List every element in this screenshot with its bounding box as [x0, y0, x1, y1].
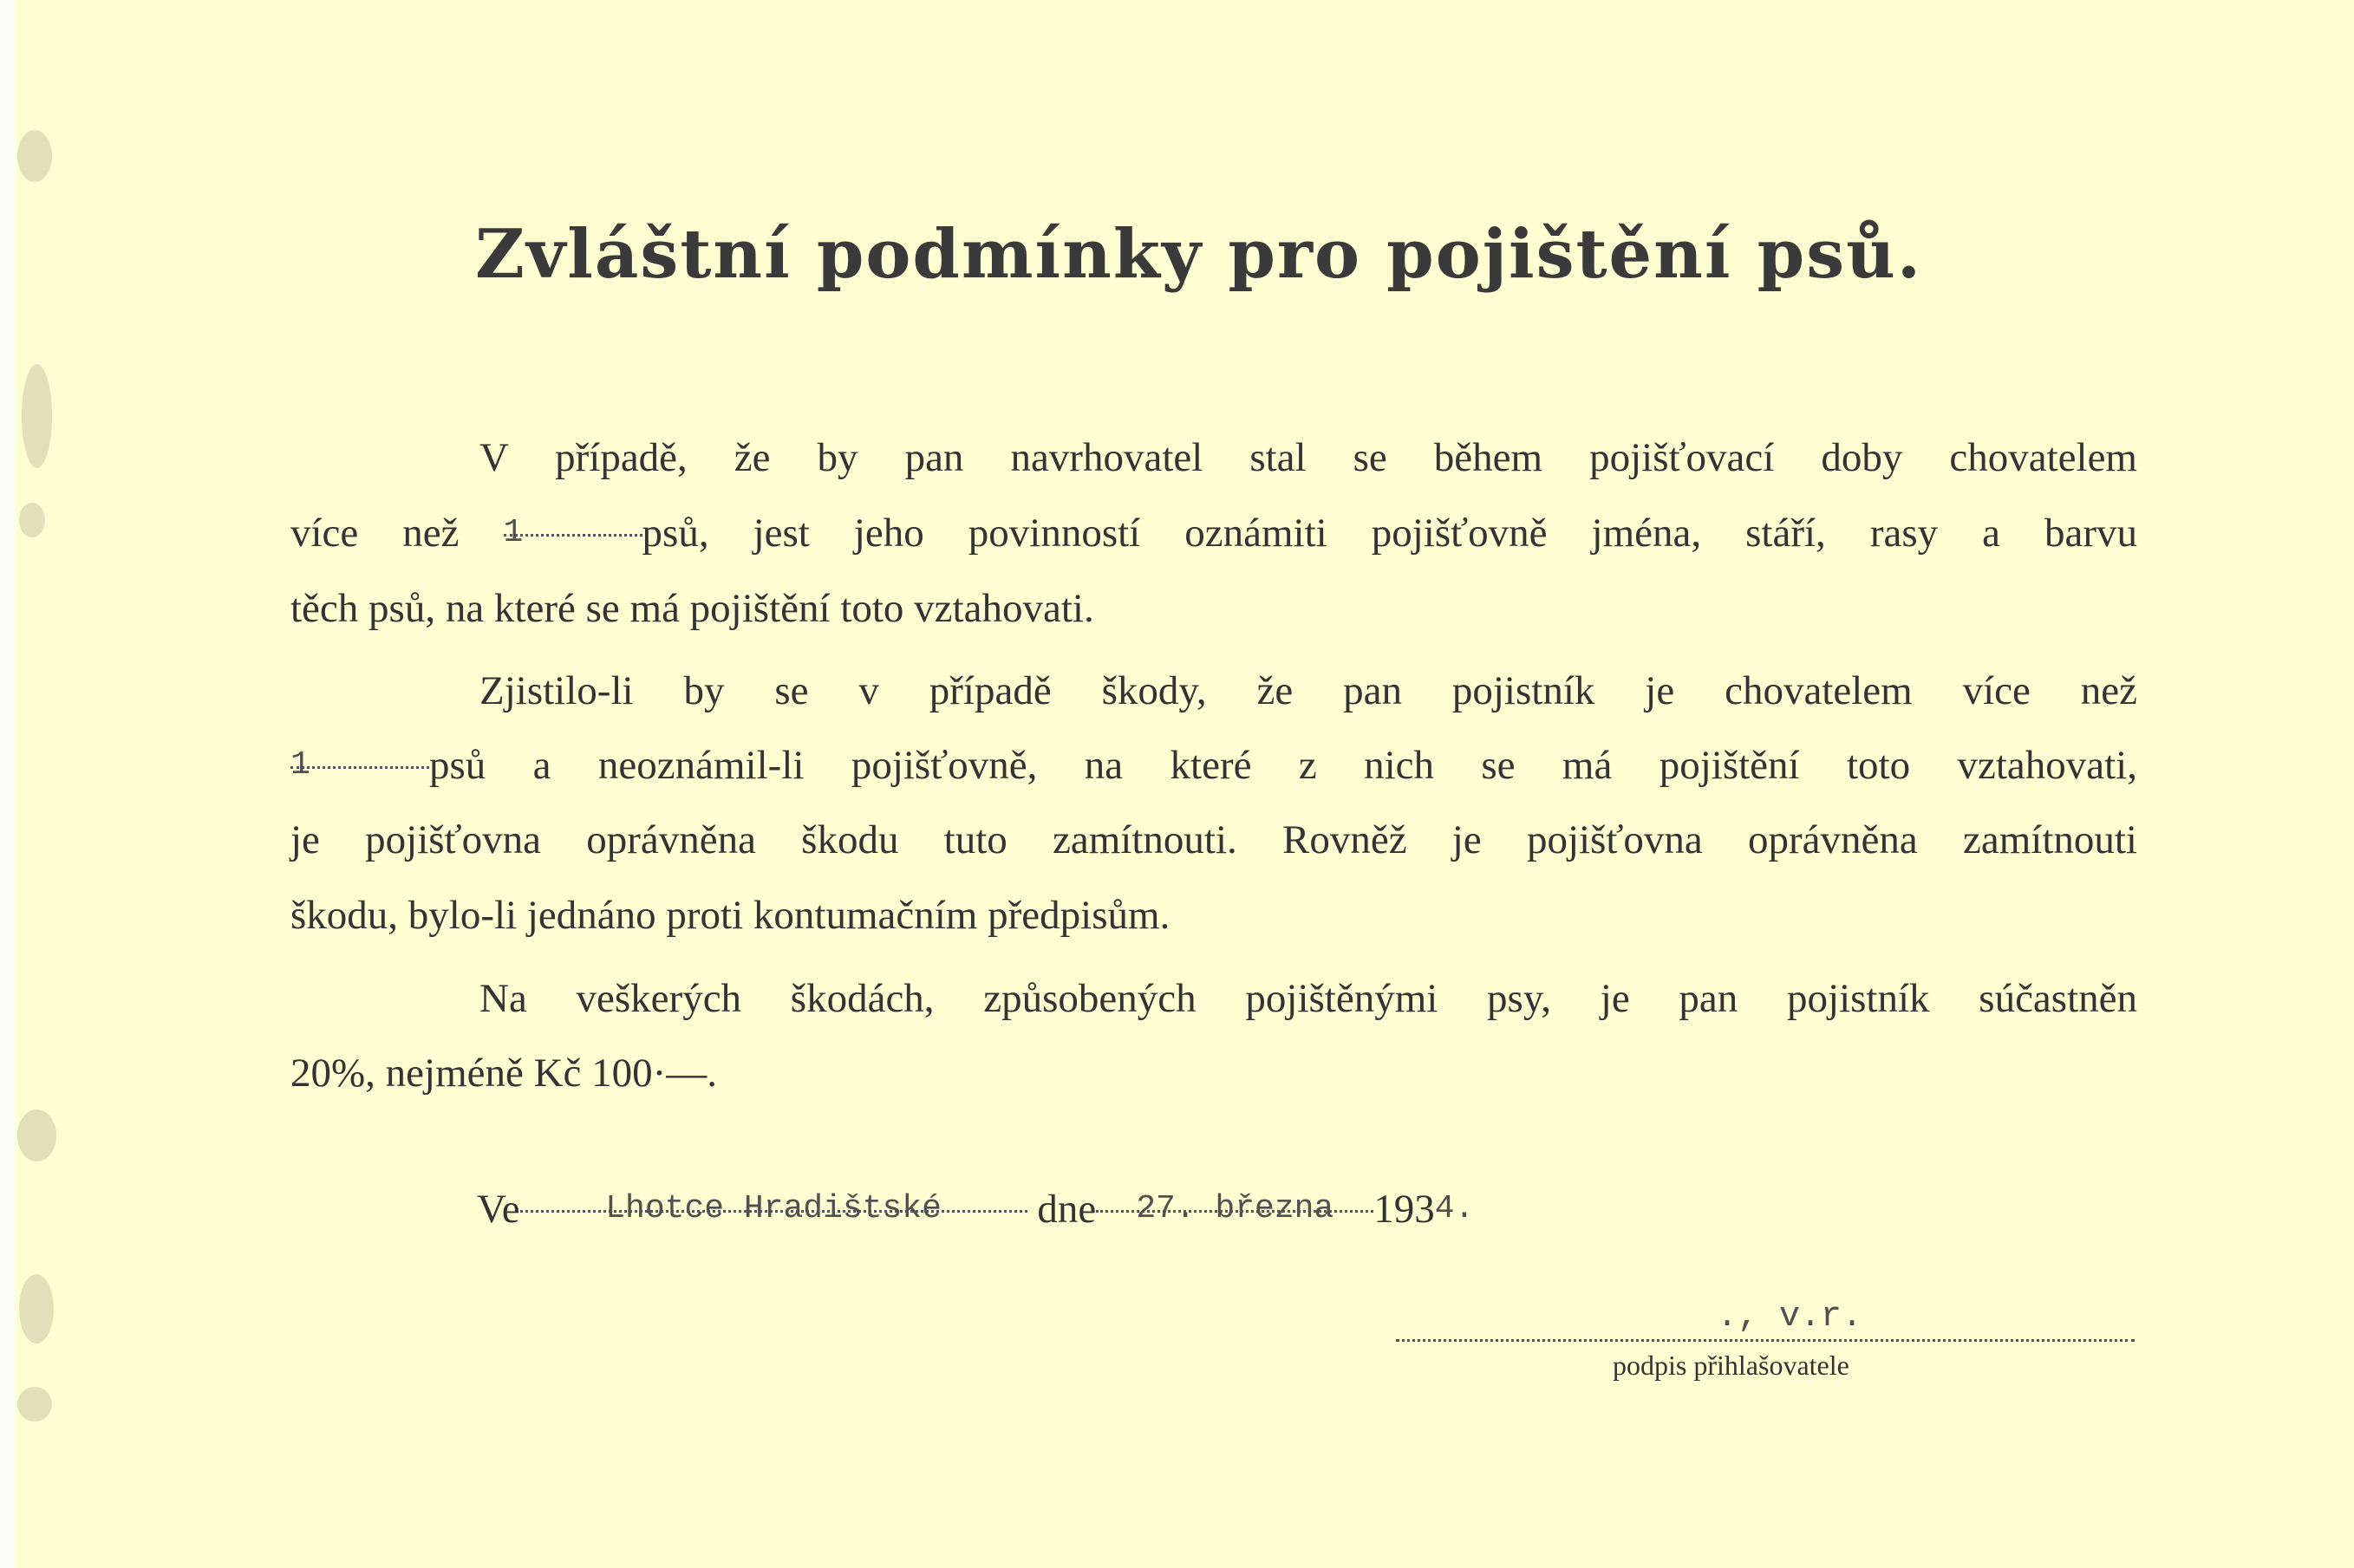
stain-spot	[22, 364, 52, 468]
paragraph-3-line-2: 20%, nejméně Kč 100·—.	[290, 1051, 718, 1096]
signature-line	[1396, 1337, 2135, 1342]
paragraph-2-line-2	[290, 728, 2137, 804]
paragraph-3-line-1: Na veškerých škodách, způsobených pojištěnými psy, je pan pojistník súčastněn	[479, 976, 2137, 1021]
paragraph-2-line-3: je pojišťovna oprávněna škodu tuto zamítnouti. Rovněž je pojišťovna oprávněna zamítnouti	[290, 817, 2137, 862]
label-dne: dne	[1037, 1187, 1097, 1232]
label-more-than: více než	[290, 511, 460, 556]
signature-typed: ., v.r.	[1717, 1298, 1863, 1337]
paragraph-2-line-4: škodu, bylo-li jednáno proti kontumačním předpisům.	[290, 893, 1170, 938]
paragraph-1-line-2-rest: psů, jest jeho povinností oznámiti pojišťovně jména, stáří, rasy a barvu	[642, 511, 2137, 556]
year-suffix: 4.	[1434, 1190, 1475, 1227]
dogs-count-blank-1	[503, 496, 642, 551]
signature-label: podpis přihlašovatele	[1613, 1350, 1849, 1381]
paragraph-2-line-2-rest: psů a neoznámil-li pojišťovně, na které z nich se má pojištění toto vztahovati,	[429, 743, 2137, 788]
stain-spot	[17, 130, 52, 182]
dogs-count-2: 1	[290, 746, 310, 784]
place-date-line	[477, 1172, 1604, 1252]
stain-spot	[17, 1109, 56, 1161]
year-prefix: 193	[1373, 1187, 1435, 1232]
stain-spot	[17, 1387, 52, 1422]
date-value: 27. března	[1136, 1190, 1334, 1227]
paragraph-2-line-1: Zjistilo-li by se v případě škody, že pan pojistník je chovatelem více než	[479, 668, 2137, 713]
label-ve: Ve	[477, 1187, 520, 1232]
date-blank	[1096, 1172, 1373, 1227]
document-title: Zvláštní podmínky pro pojištění psů.	[475, 215, 1922, 294]
dogs-count-blank-2	[290, 728, 429, 784]
place-value: Lhotce Hradištské	[605, 1190, 942, 1227]
paragraph-1-line-2	[290, 496, 2137, 571]
paragraph-1-line-1: V případě, že by pan navrhovatel stal se během pojišťovací doby chovatelem	[479, 435, 2137, 480]
stain-spot	[19, 1274, 54, 1344]
dogs-count-1: 1	[503, 514, 524, 551]
paragraph-1-line-3: těch psů, na které se má pojištění toto vztahovati.	[290, 586, 1094, 631]
place-blank	[520, 1172, 1027, 1227]
stain-spot	[19, 503, 45, 537]
